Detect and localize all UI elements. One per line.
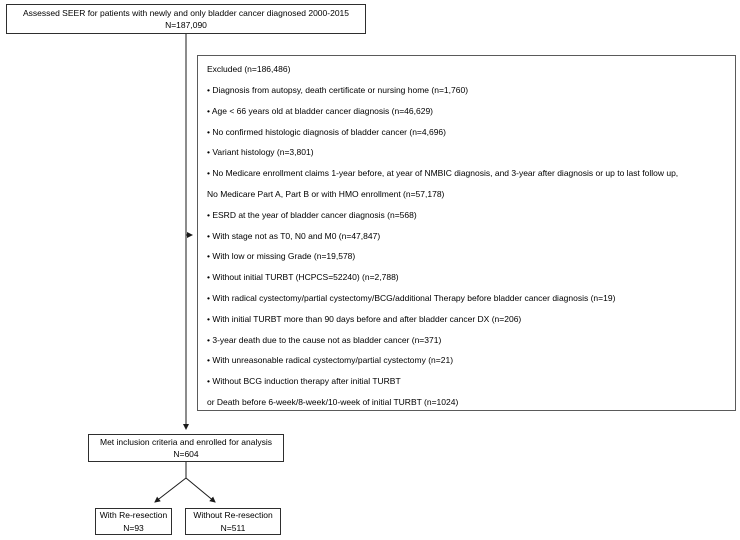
excluded-item: No Medicare Part A, Part B or with HMO enrollment (n=57,178) — [207, 188, 445, 199]
with-reresection-count: N=93 — [123, 522, 144, 533]
excluded-item: • Without initial TURBT (HCPCS=52240) (n=2,788) — [207, 272, 399, 283]
excluded-item: • With initial TURBT more than 90 days before and after bladder cancer DX (n=206) — [207, 313, 522, 324]
excluded-item: • 3-year death due to the cause not as bladder cancer (n=371) — [207, 334, 442, 345]
inclusion-criteria-text: Met inclusion criteria and enrolled for analysis — [100, 436, 272, 447]
excluded-item: • With unreasonable radical cystectomy/partial cystectomy (n=21) — [207, 355, 454, 366]
assessed-seer-count: N=187,090 — [165, 20, 207, 30]
excluded-item: • With stage not as T0, N0 and M0 (n=47,847) — [207, 230, 381, 241]
excluded-item: • ESRD at the year of bladder cancer diagnosis (n=568) — [207, 209, 417, 220]
excluded-box — [197, 55, 736, 411]
excluded-item: • With radical cystectomy/partial cystectomy/BCG/additional Therapy before bladder cancer diagnosis (n=19) — [207, 292, 616, 303]
excluded-list — [207, 80, 731, 411]
without-reresection-text: Without Re-resection — [193, 510, 273, 520]
assessed-seer-text: Assessed SEER for patients with newly and only bladder cancer diagnosed 2000-2015 — [22, 7, 350, 18]
excluded-item: • With low or missing Grade (n=19,578) — [207, 251, 356, 262]
with-reresection-text: With Re-resection — [99, 510, 168, 520]
excluded-title: Excluded (n=186,486) — [207, 64, 291, 74]
connector-to-with — [155, 478, 186, 502]
excluded-item: • Diagnosis from autopsy, death certificate or nursing home (n=1,760) — [207, 85, 469, 95]
without-reresection-box — [185, 508, 281, 535]
excluded-item: • No confirmed histologic diagnosis of bladder cancer (n=4,696) — [207, 126, 446, 137]
inclusion-criteria-count: N=604 — [173, 449, 199, 459]
excluded-item: • Without BCG induction therapy after initial TURBT — [207, 376, 401, 387]
without-reresection-count: N=511 — [220, 522, 246, 533]
with-reresection-box — [95, 508, 172, 535]
assessed-seer-box — [6, 4, 366, 34]
connector-to-without — [186, 478, 215, 502]
excluded-item: or Death before 6-week/8-week/10-week of initial TURBT (n=1024) — [207, 396, 459, 407]
excluded-item: • Age < 66 years old at bladder cancer diagnosis (n=46,629) — [207, 105, 434, 116]
excluded-item: • No Medicare enrollment claims 1-year before, at year of NMBIC diagnosis, and 3-year after diagnosis or up to last follow up, — [207, 168, 679, 179]
inclusion-criteria-box — [88, 434, 284, 462]
excluded-item: • Variant histology (n=3,801) — [207, 147, 314, 158]
